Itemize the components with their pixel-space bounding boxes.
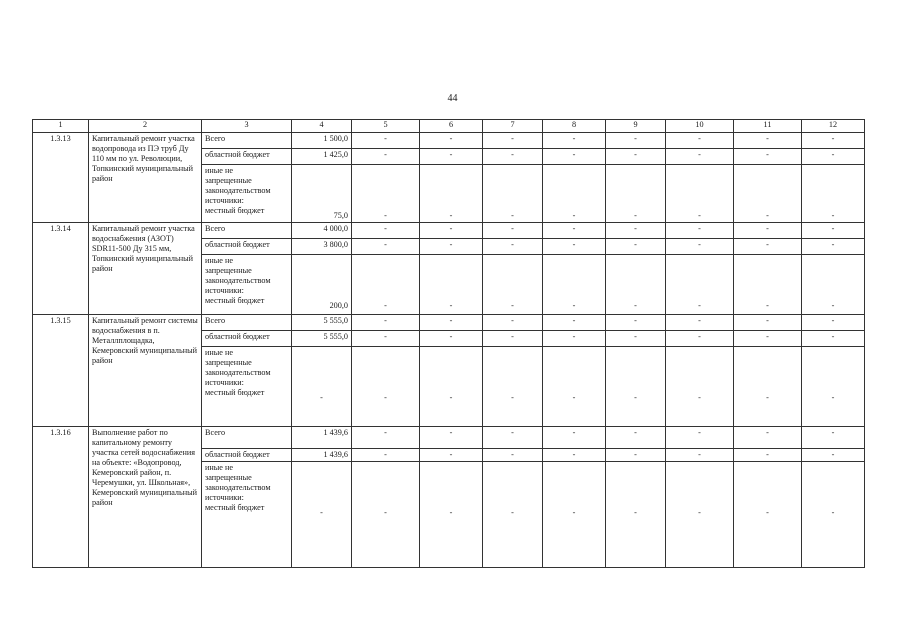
column-header-5: 5 [352,120,420,133]
empty-value: - [666,347,734,427]
empty-value: - [606,462,666,568]
empty-value: - [352,239,420,255]
empty-value: - [606,149,666,165]
empty-value: - [483,331,543,347]
empty-value: - [666,331,734,347]
empty-value: - [420,165,483,223]
empty-value: - [666,239,734,255]
empty-value: - [420,331,483,347]
empty-value: - [666,149,734,165]
row-name: Капитальный ремонт участка водоснабжения (АЗОТ) SDR11-500 Ду 315 мм, Топкинский муниципальный район [89,223,202,315]
column-header-9: 9 [606,120,666,133]
empty-value: - [483,133,543,149]
empty-value: - [802,462,865,568]
column-header-1: 1 [33,120,89,133]
empty-value: - [543,462,606,568]
empty-value: - [483,347,543,427]
regional-budget-value: 1 425,0 [292,149,352,165]
empty-value: - [802,149,865,165]
empty-value: - [352,255,420,315]
empty-value: - [802,239,865,255]
empty-value: - [483,462,543,568]
empty-value: - [666,462,734,568]
empty-value: - [543,255,606,315]
empty-value: - [352,449,420,462]
empty-value: - [802,449,865,462]
empty-value: - [734,133,802,149]
total-label: Всего [202,427,292,449]
empty-value: - [734,255,802,315]
empty-value: - [666,223,734,239]
total-value: 1 439,6 [292,427,352,449]
empty-value: - [483,449,543,462]
empty-value: - [543,165,606,223]
row-code: 1.3.14 [33,223,89,315]
empty-value: - [352,133,420,149]
row-name: Выполнение работ по капитальному ремонту участка сетей водоснабжения на объекте: «Водопровод, Кемеровский район, п. Черемушки, ул. Школьная», Кемеровский муниципальный район [89,427,202,568]
empty-value: - [606,165,666,223]
empty-value: - [420,149,483,165]
empty-value: - [543,149,606,165]
empty-value: - [606,427,666,449]
empty-value: - [606,315,666,331]
empty-value: - [734,462,802,568]
other-sources-label: иные не запрещенные законодательством источники: местный бюджет [202,462,292,568]
other-sources-label: иные не запрещенные законодательством источники: местный бюджет [202,255,292,315]
empty-value: - [352,331,420,347]
regional-budget-label: областной бюджет [202,449,292,462]
empty-value: - [802,165,865,223]
empty-value: - [543,315,606,331]
table-row [33,427,865,449]
empty-value: - [543,133,606,149]
budget-table [32,119,865,568]
row-code: 1.3.15 [33,315,89,427]
empty-value: - [483,165,543,223]
local-budget-value: - [292,462,352,568]
page-number: 44 [447,93,458,104]
empty-value: - [606,133,666,149]
empty-value: - [734,223,802,239]
local-budget-value: - [292,347,352,427]
empty-value: - [666,165,734,223]
empty-value: - [734,165,802,223]
empty-value: - [666,255,734,315]
column-header-12: 12 [802,120,865,133]
column-header-11: 11 [734,120,802,133]
empty-value: - [734,331,802,347]
table-row [33,133,865,149]
column-header-2: 2 [89,120,202,133]
empty-value: - [352,315,420,331]
empty-value: - [606,223,666,239]
empty-value: - [802,347,865,427]
empty-value: - [352,427,420,449]
empty-value: - [802,133,865,149]
empty-value: - [666,449,734,462]
empty-value: - [420,255,483,315]
table-row [33,315,865,331]
regional-budget-value: 5 555,0 [292,331,352,347]
empty-value: - [543,427,606,449]
empty-value: - [606,239,666,255]
empty-value: - [606,347,666,427]
column-header-3: 3 [202,120,292,133]
empty-value: - [666,315,734,331]
empty-value: - [802,223,865,239]
column-header-4: 4 [292,120,352,133]
empty-value: - [734,449,802,462]
total-label: Всего [202,315,292,331]
total-value: 1 500,0 [292,133,352,149]
regional-budget-value: 1 439,6 [292,449,352,462]
empty-value: - [352,223,420,239]
empty-value: - [802,331,865,347]
row-code: 1.3.16 [33,427,89,568]
empty-value: - [483,223,543,239]
empty-value: - [352,347,420,427]
total-label: Всего [202,223,292,239]
empty-value: - [420,462,483,568]
empty-value: - [352,165,420,223]
empty-value: - [543,223,606,239]
empty-value: - [666,133,734,149]
empty-value: - [420,449,483,462]
local-budget-value: 75,0 [292,165,352,223]
column-header-8: 8 [543,120,606,133]
empty-value: - [420,133,483,149]
regional-budget-label: областной бюджет [202,149,292,165]
empty-value: - [802,427,865,449]
empty-value: - [352,149,420,165]
empty-value: - [483,149,543,165]
total-value: 4 000,0 [292,223,352,239]
empty-value: - [543,347,606,427]
empty-value: - [543,331,606,347]
total-value: 5 555,0 [292,315,352,331]
empty-value: - [420,347,483,427]
column-header-7: 7 [483,120,543,133]
regional-budget-value: 3 800,0 [292,239,352,255]
table-body [33,133,865,568]
empty-value: - [606,449,666,462]
empty-value: - [483,315,543,331]
total-label: Всего [202,133,292,149]
empty-value: - [734,239,802,255]
empty-value: - [352,462,420,568]
row-code: 1.3.13 [33,133,89,223]
table-row [33,223,865,239]
empty-value: - [606,255,666,315]
empty-value: - [666,427,734,449]
header-row [33,120,865,133]
column-header-10: 10 [666,120,734,133]
local-budget-value: 200,0 [292,255,352,315]
empty-value: - [734,427,802,449]
other-sources-label: иные не запрещенные законодательством источники: местный бюджет [202,165,292,223]
empty-value: - [420,223,483,239]
row-name: Капитальный ремонт участка водопровода из ПЭ труб Ду 110 мм по ул. Революции, Топкинский муниципальный район [89,133,202,223]
empty-value: - [483,239,543,255]
regional-budget-label: областной бюджет [202,239,292,255]
empty-value: - [734,149,802,165]
empty-value: - [734,315,802,331]
other-sources-label: иные не запрещенные законодательством источники: местный бюджет [202,347,292,427]
empty-value: - [734,347,802,427]
empty-value: - [420,239,483,255]
empty-value: - [606,331,666,347]
empty-value: - [543,239,606,255]
empty-value: - [483,255,543,315]
empty-value: - [543,449,606,462]
empty-value: - [420,427,483,449]
empty-value: - [483,427,543,449]
column-header-6: 6 [420,120,483,133]
regional-budget-label: областной бюджет [202,331,292,347]
empty-value: - [802,315,865,331]
row-name: Капитальный ремонт системы водоснабжения в п. Металлплощадка, Кемеровский муниципальный район [89,315,202,427]
empty-value: - [420,315,483,331]
empty-value: - [802,255,865,315]
